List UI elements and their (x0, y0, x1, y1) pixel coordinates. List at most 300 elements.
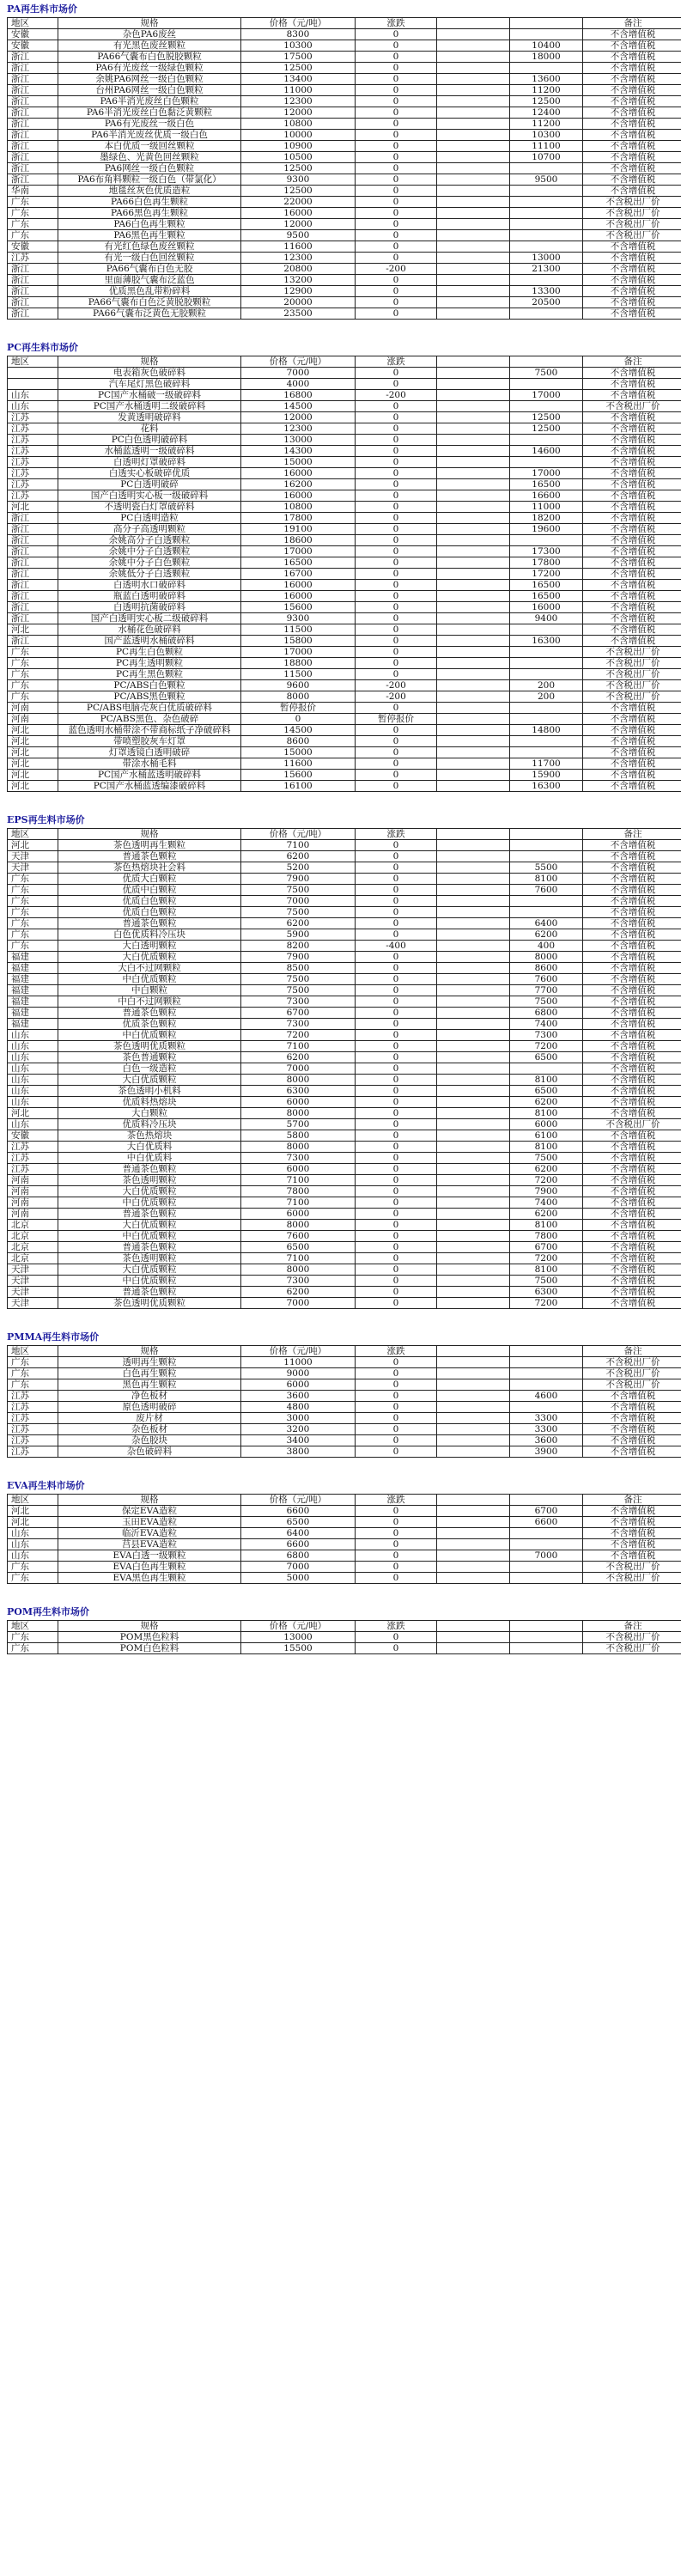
cell-price: 5200 (241, 862, 356, 874)
cell-region: 浙江 (8, 286, 58, 297)
cell-blank (437, 658, 510, 669)
cell-note: 不含税出厂价 (583, 1357, 681, 1368)
table-row (8, 1424, 681, 1435)
cell-note: 不含增值税 (583, 1391, 681, 1402)
cell-price: 3200 (241, 1424, 356, 1435)
cell-prev-price: 7200 (510, 1041, 583, 1052)
cell-note: 不含增值税 (583, 1550, 681, 1562)
cell-note: 不含增值税 (583, 591, 681, 602)
section-title: PMMA再生料市场价 (7, 1331, 100, 1343)
cell-price: 16000 (241, 580, 356, 591)
cell-spec: 优质黑色乱带粉碎料 (58, 286, 241, 297)
cell-change: 0 (356, 874, 437, 885)
table-row (8, 1379, 681, 1391)
cell-change: 0 (356, 241, 437, 253)
cell-blank (437, 152, 510, 163)
cell-change: 0 (356, 1019, 437, 1030)
cell-price: 11600 (241, 758, 356, 770)
cell-region: 广东 (8, 669, 58, 680)
cell-region: 山东 (8, 1063, 58, 1075)
table-row (8, 758, 681, 770)
cell-price: 4000 (241, 379, 356, 390)
cell-spec: 废片材 (58, 1413, 241, 1424)
cell-note: 不含增值税 (583, 758, 681, 770)
cell-prev-price: 14600 (510, 446, 583, 457)
cell-region: 浙江 (8, 535, 58, 546)
cell-note: 不含增值税 (583, 747, 681, 758)
cell-price: 7100 (241, 840, 356, 851)
cell-price: 14300 (241, 446, 356, 457)
cell-price: 13400 (241, 74, 356, 85)
table-row (8, 1052, 681, 1063)
cell-change: 0 (356, 1368, 437, 1379)
cell-blank (437, 736, 510, 747)
cell-region: 江苏 (8, 457, 58, 468)
cell-change: 0 (356, 1063, 437, 1075)
cell-note: 不含增值税 (583, 862, 681, 874)
cell-prev-price: 11000 (510, 502, 583, 513)
header-change: 涨跌 (356, 356, 437, 368)
cell-price: 8600 (241, 736, 356, 747)
cell-price: 8000 (241, 1108, 356, 1119)
cell-blank (437, 1086, 510, 1097)
cell-price: 15800 (241, 636, 356, 647)
cell-change: 0 (356, 1424, 437, 1435)
cell-spec: 余姚高分子白透颗粒 (58, 535, 241, 546)
cell-change: 0 (356, 1130, 437, 1142)
cell-prev-price (510, 1357, 583, 1368)
cell-region: 江苏 (8, 479, 58, 490)
table-header-row (8, 1346, 681, 1357)
cell-note: 不含增值税 (583, 1528, 681, 1539)
cell-region: 山东 (8, 1539, 58, 1550)
table-row (8, 736, 681, 747)
cell-prev-price (510, 907, 583, 918)
header-change: 涨跌 (356, 1495, 437, 1506)
cell-change: 0 (356, 423, 437, 435)
table-row (8, 1008, 681, 1019)
cell-blank (437, 141, 510, 152)
cell-note: 不含增值税 (583, 1287, 681, 1298)
cell-prev-price: 17800 (510, 557, 583, 569)
table-row (8, 941, 681, 952)
cell-change: 0 (356, 602, 437, 613)
cell-prev-price: 6300 (510, 1287, 583, 1298)
cell-price: 16000 (241, 468, 356, 479)
cell-prev-price (510, 219, 583, 230)
table-row (8, 725, 681, 736)
cell-prev-price: 6500 (510, 1086, 583, 1097)
cell-spec: PC白色透明破碎料 (58, 435, 241, 446)
cell-price: 7100 (241, 1253, 356, 1264)
cell-change: 0 (356, 1562, 437, 1573)
cell-spec: EVA白色再生颗粒 (58, 1562, 241, 1573)
cell-region: 河北 (8, 747, 58, 758)
cell-spec: PA6黑色再生颗粒 (58, 230, 241, 241)
cell-spec: PA6布角料颗粒一级白色（带氯化） (58, 174, 241, 186)
table-row (8, 1413, 681, 1424)
cell-prev-price: 7600 (510, 974, 583, 985)
cell-prev-price: 7200 (510, 1298, 583, 1309)
cell-note: 不含增值税 (583, 435, 681, 446)
cell-price: 7100 (241, 1197, 356, 1209)
cell-note: 不含增值税 (583, 423, 681, 435)
cell-change: 0 (356, 758, 437, 770)
cell-change: 0 (356, 85, 437, 96)
cell-spec: PA66气囊布白色泛黄脱胶颗粒 (58, 297, 241, 308)
cell-price: 17500 (241, 52, 356, 63)
cell-region: 江苏 (8, 1402, 58, 1413)
cell-note: 不含增值税 (583, 502, 681, 513)
cell-blank (437, 840, 510, 851)
cell-prev-price: 12500 (510, 412, 583, 423)
cell-spec: 水桶蓝透明一级破碎料 (58, 446, 241, 457)
cell-region: 江苏 (8, 446, 58, 457)
cell-prev-price (510, 1643, 583, 1654)
cell-region: 浙江 (8, 85, 58, 96)
table-row (8, 230, 681, 241)
cell-price: 6200 (241, 918, 356, 929)
cell-note: 不含增值税 (583, 557, 681, 569)
cell-blank (437, 1220, 510, 1231)
cell-spec: 国产白透明实心板一级破碎料 (58, 490, 241, 502)
cell-prev-price: 10400 (510, 40, 583, 52)
cell-spec: 大白透明颗粒 (58, 941, 241, 952)
cell-note: 不含增值税 (583, 885, 681, 896)
cell-note: 不含增值税 (583, 1108, 681, 1119)
cell-change: 0 (356, 379, 437, 390)
cell-price: 6200 (241, 1052, 356, 1063)
cell-region: 福建 (8, 985, 58, 996)
cell-change: 0 (356, 851, 437, 862)
cell-prev-price: 7500 (510, 368, 583, 379)
cell-blank (437, 1041, 510, 1052)
cell-region: 山东 (8, 1075, 58, 1086)
table-row (8, 1446, 681, 1458)
cell-price: 6800 (241, 1550, 356, 1562)
cell-prev-price: 6600 (510, 1517, 583, 1528)
cell-note: 不含增值税 (583, 851, 681, 862)
table-header-row (8, 1495, 681, 1506)
cell-region: 浙江 (8, 107, 58, 119)
cell-region: 广东 (8, 208, 58, 219)
cell-blank (437, 613, 510, 624)
cell-note: 不含增值税 (583, 1164, 681, 1175)
cell-change: 0 (356, 907, 437, 918)
cell-region: 江苏 (8, 435, 58, 446)
cell-spec: PC国产水桶蓝透编漆破碎料 (58, 781, 241, 792)
cell-region: 浙江 (8, 264, 58, 275)
table-row (8, 1019, 681, 1030)
cell-blank (437, 446, 510, 457)
cell-note: 不含增值税 (583, 736, 681, 747)
cell-region: 福建 (8, 996, 58, 1008)
cell-change: 0 (356, 862, 437, 874)
cell-price: 8000 (241, 1075, 356, 1086)
cell-change: 0 (356, 636, 437, 647)
cell-note: 不含增值税 (583, 1242, 681, 1253)
cell-spec: 中白优质颗粒 (58, 1276, 241, 1287)
cell-spec: 普通茶色颗粒 (58, 1008, 241, 1019)
cell-change: 0 (356, 468, 437, 479)
table-row (8, 1063, 681, 1075)
cell-region: 广东 (8, 874, 58, 885)
cell-spec: 中白优质颗粒 (58, 1030, 241, 1041)
cell-change: 0 (356, 747, 437, 758)
cell-blank (437, 1242, 510, 1253)
header-prev (510, 829, 583, 840)
cell-note: 不含增值税 (583, 714, 681, 725)
cell-prev-price: 13000 (510, 253, 583, 264)
cell-prev-price (510, 669, 583, 680)
cell-prev-price (510, 747, 583, 758)
cell-region (8, 379, 58, 390)
section-gap (7, 1654, 651, 1673)
table-row (8, 613, 681, 624)
cell-note: 不含税出厂价 (583, 1379, 681, 1391)
cell-price: 5900 (241, 929, 356, 941)
cell-spec: PA66气囊布白色脱胶颗粒 (58, 52, 241, 63)
table-row (8, 1075, 681, 1086)
cell-prev-price: 6700 (510, 1506, 583, 1517)
cell-price: 12900 (241, 286, 356, 297)
cell-blank (437, 457, 510, 468)
cell-blank (437, 1298, 510, 1309)
cell-blank (437, 1357, 510, 1368)
table-row (8, 647, 681, 658)
cell-blank (437, 1276, 510, 1287)
header-change: 涨跌 (356, 1346, 437, 1357)
cell-prev-price (510, 851, 583, 862)
cell-prev-price (510, 1368, 583, 1379)
cell-spec: 茶色透明优质颗粒 (58, 1298, 241, 1309)
table-row (8, 1153, 681, 1164)
cell-price: 17000 (241, 546, 356, 557)
cell-blank (437, 535, 510, 546)
cell-change: 0 (356, 1391, 437, 1402)
cell-spec: 大白优质料 (58, 1142, 241, 1153)
cell-note: 不含增值税 (583, 1142, 681, 1153)
cell-change: 0 (356, 1517, 437, 1528)
table-row (8, 569, 681, 580)
cell-spec: PC再生透明颗粒 (58, 658, 241, 669)
table-row (8, 40, 681, 52)
cell-spec: PC/ABS黑色、杂色破碎 (58, 714, 241, 725)
cell-change: 0 (356, 275, 437, 286)
cell-prev-price: 7800 (510, 1231, 583, 1242)
cell-price: 8300 (241, 29, 356, 40)
cell-spec: 净色板材 (58, 1391, 241, 1402)
cell-change: 0 (356, 1097, 437, 1108)
table-row (8, 1175, 681, 1186)
cell-prev-price (510, 896, 583, 907)
cell-prev-price: 4600 (510, 1391, 583, 1402)
cell-spec: POM黑色粒料 (58, 1632, 241, 1643)
cell-change: 0 (356, 208, 437, 219)
cell-prev-price (510, 1402, 583, 1413)
cell-region: 华南 (8, 186, 58, 197)
cell-region: 江苏 (8, 1142, 58, 1153)
cell-blank (437, 1097, 510, 1108)
cell-region: 广东 (8, 1643, 58, 1654)
cell-region: 山东 (8, 1550, 58, 1562)
cell-spec: 中白优质颗粒 (58, 1231, 241, 1242)
cell-note: 不含增值税 (583, 286, 681, 297)
cell-price: 15600 (241, 602, 356, 613)
cell-note: 不含税出厂价 (583, 219, 681, 230)
cell-spec: 保定EVA造粒 (58, 1506, 241, 1517)
header-prev (510, 1346, 583, 1357)
cell-note: 不含增值税 (583, 1130, 681, 1142)
cell-change: 0 (356, 1231, 437, 1242)
table-row (8, 308, 681, 320)
cell-price: 7100 (241, 1041, 356, 1052)
cell-region: 福建 (8, 963, 58, 974)
table-row (8, 1391, 681, 1402)
cell-note: 不含增值税 (583, 996, 681, 1008)
cell-spec: PC/ABS黑色颗粒 (58, 691, 241, 703)
cell-price: 7500 (241, 907, 356, 918)
cell-spec: 有光红色绿色废丝颗粒 (58, 241, 241, 253)
cell-spec: 台州PA6网丝一级白色颗粒 (58, 85, 241, 96)
cell-spec: 中白优质料 (58, 1153, 241, 1164)
cell-region: 天津 (8, 1287, 58, 1298)
cell-price: 7300 (241, 1276, 356, 1287)
cell-price: 9500 (241, 230, 356, 241)
cell-region: 浙江 (8, 297, 58, 308)
cell-note: 不含增值税 (583, 929, 681, 941)
table-row (8, 896, 681, 907)
cell-change: 0 (356, 1008, 437, 1019)
cell-note: 不含增值税 (583, 141, 681, 152)
table-row (8, 1298, 681, 1309)
cell-prev-price: 10300 (510, 130, 583, 141)
table-row (8, 985, 681, 996)
cell-change: 0 (356, 107, 437, 119)
cell-region: 江苏 (8, 1153, 58, 1164)
cell-note: 不含增值税 (583, 174, 681, 186)
cell-spec: 普通茶色颗粒 (58, 1164, 241, 1175)
cell-prev-price: 20500 (510, 297, 583, 308)
cell-prev-price (510, 401, 583, 412)
cell-note: 不含增值税 (583, 1276, 681, 1287)
cell-change: 0 (356, 119, 437, 130)
cell-note: 不含增值税 (583, 29, 681, 40)
cell-prev-price (510, 624, 583, 636)
cell-spec: PA6有光废丝一级绿色颗粒 (58, 63, 241, 74)
cell-blank (437, 253, 510, 264)
cell-blank (437, 1506, 510, 1517)
table-row (8, 1287, 681, 1298)
cell-region: 广东 (8, 1573, 58, 1584)
cell-region: 河北 (8, 725, 58, 736)
table-row (8, 1119, 681, 1130)
cell-change: 0 (356, 896, 437, 907)
cell-blank (437, 963, 510, 974)
cell-prev-price: 3300 (510, 1424, 583, 1435)
cell-spec: 优质中白颗粒 (58, 885, 241, 896)
cell-price: 16500 (241, 557, 356, 569)
cell-price: 6600 (241, 1539, 356, 1550)
header-region: 地区 (8, 356, 58, 368)
cell-prev-price: 17000 (510, 390, 583, 401)
cell-note: 不含增值税 (583, 152, 681, 163)
cell-price: 6000 (241, 1164, 356, 1175)
cell-change: 0 (356, 1357, 437, 1368)
cell-price: 18800 (241, 658, 356, 669)
cell-note: 不含增值税 (583, 1298, 681, 1309)
cell-prev-price (510, 736, 583, 747)
cell-change: 0 (356, 1287, 437, 1298)
cell-spec: 优质大白颗粒 (58, 874, 241, 885)
cell-change: 0 (356, 1075, 437, 1086)
table-row (8, 412, 681, 423)
cell-note: 不含增值税 (583, 379, 681, 390)
cell-blank (437, 1643, 510, 1654)
cell-change: 0 (356, 186, 437, 197)
table-row (8, 524, 681, 535)
cell-blank (437, 996, 510, 1008)
table-row (8, 781, 681, 792)
cell-spec: 茶色热熔块 (58, 1130, 241, 1142)
cell-spec: 水桶花色破碎料 (58, 624, 241, 636)
cell-region: 广东 (8, 896, 58, 907)
cell-spec: PA6半消光废丝优质一级白色 (58, 130, 241, 141)
cell-note: 不含增值税 (583, 896, 681, 907)
cell-note: 不含税出厂价 (583, 1573, 681, 1584)
cell-note: 不含增值税 (583, 74, 681, 85)
cell-spec: 临沂EVA造粒 (58, 1528, 241, 1539)
cell-spec: 玉田EVA造粒 (58, 1517, 241, 1528)
cell-blank (437, 669, 510, 680)
cell-note: 不含增值税 (583, 1097, 681, 1108)
cell-change: 0 (356, 52, 437, 63)
table-row (8, 1108, 681, 1119)
table-row (8, 63, 681, 74)
cell-region: 北京 (8, 1253, 58, 1264)
cell-region: 浙江 (8, 513, 58, 524)
table-row (8, 840, 681, 851)
cell-spec: 有光一级白色回丝颗粒 (58, 253, 241, 264)
table-row (8, 1276, 681, 1287)
cell-prev-price: 6200 (510, 1164, 583, 1175)
cell-spec: 普通茶色颗粒 (58, 1242, 241, 1253)
cell-note: 不含增值税 (583, 1186, 681, 1197)
section-gap (7, 1584, 651, 1603)
cell-price: 7500 (241, 885, 356, 896)
cell-prev-price: 19600 (510, 524, 583, 535)
cell-region: 河北 (8, 840, 58, 851)
header-price: 价格（元/吨） (241, 829, 356, 840)
cell-blank (437, 368, 510, 379)
cell-region: 广东 (8, 885, 58, 896)
cell-price: 15000 (241, 457, 356, 468)
cell-spec: PC白透明造粒 (58, 513, 241, 524)
cell-spec: 余姚中分子白色颗粒 (58, 557, 241, 569)
cell-spec: PA66白色再生颗粒 (58, 197, 241, 208)
table-row (8, 85, 681, 96)
cell-note: 不含税出厂价 (583, 1632, 681, 1643)
cell-price: 6300 (241, 1086, 356, 1097)
cell-price: 9000 (241, 1368, 356, 1379)
table-row (8, 918, 681, 929)
table-row (8, 963, 681, 974)
cell-note: 不含增值税 (583, 1231, 681, 1242)
cell-blank (437, 1008, 510, 1019)
cell-prev-price: 6200 (510, 929, 583, 941)
cell-blank (437, 862, 510, 874)
cell-change: 0 (356, 1209, 437, 1220)
